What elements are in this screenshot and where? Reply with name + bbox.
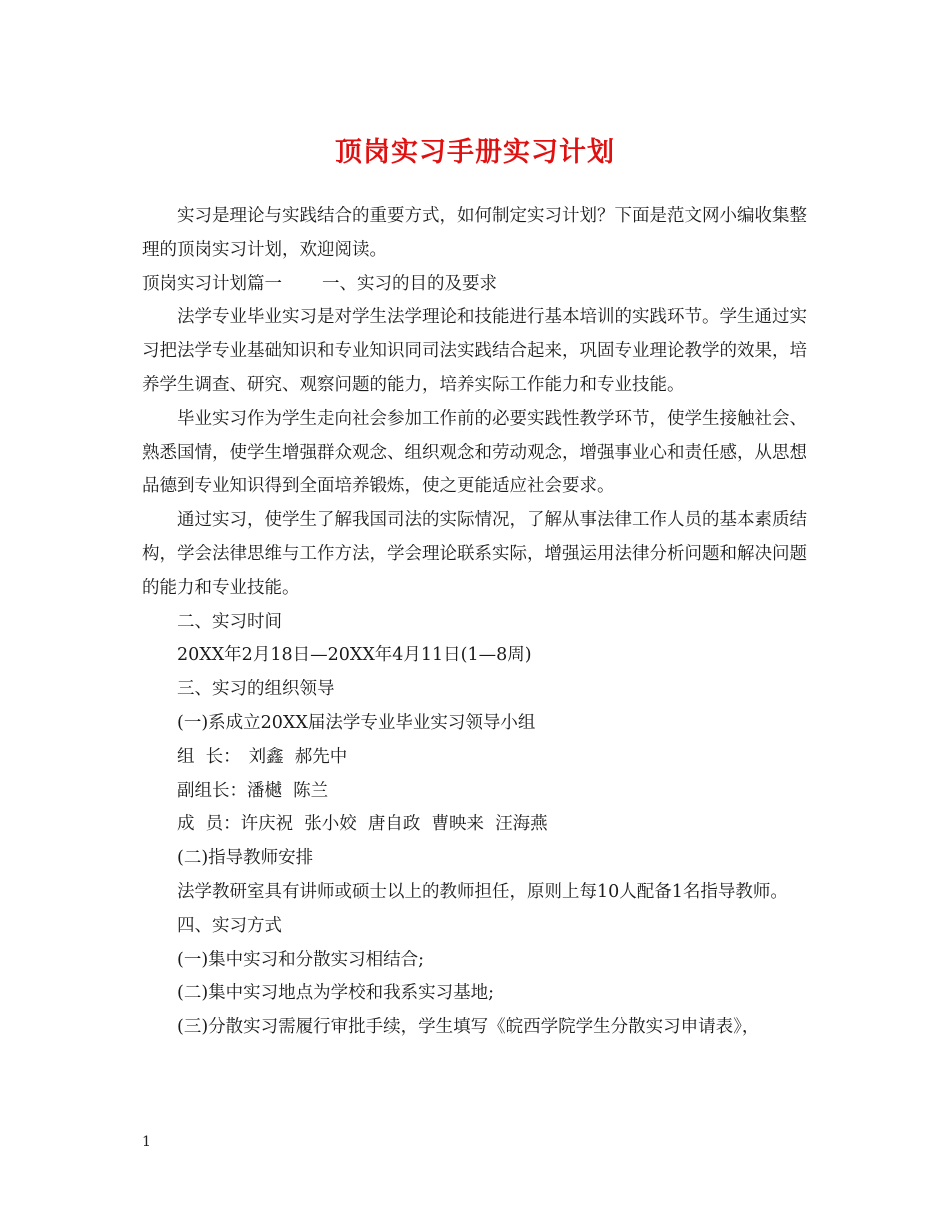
page-title: 顶岗实习手册实习计划 (335, 137, 615, 168)
org-subsection-1: (一)系成立20XX届法学专业毕业实习领导小组 (177, 712, 536, 733)
time-range: 20XX年2月18日—20XX年4月11日(1—8周) (177, 645, 532, 666)
mode-item-1: (一)集中实习和分散实习相结合; (177, 949, 425, 970)
members-label: 成 员： (177, 814, 241, 835)
mode-item-2: (二)集中实习地点为学校和我系实习基地; (177, 983, 495, 1004)
leader-names: 刘鑫 郝先中 (248, 746, 348, 767)
section-1-heading: 一、实习的目的及要求 (322, 273, 497, 294)
page-number: 1 (142, 1134, 151, 1150)
document-body (142, 200, 814, 1045)
section-2-heading: 二、实习时间 (177, 611, 282, 632)
members-line (142, 808, 814, 842)
section-1-line (142, 268, 814, 302)
section-4-heading: 四、实习方式 (177, 915, 282, 936)
teacher-paragraph: 法学教研室具有讲师或硕士以上的教师担任，原则上每10人配备1名指导教师。 (177, 881, 788, 902)
paragraph-3: 通过实习，使学生了解我国司法的实际情况，了解从事法律工作人员的基本素质结构，学会法律思维与工作方法，学会理论联系实际，增强运用法律分析问题和解决问题的能力和专业技能。 (142, 510, 807, 598)
article-label: 顶岗实习计划篇一 (142, 273, 282, 294)
members-names: 许庆祝 张小姣 唐自政 曹映来 汪海燕 (240, 814, 548, 835)
leader-line (142, 741, 814, 775)
paragraph-2: 毕业实习作为学生走向社会参加工作前的必要实践性教学环节，使学生接触社会、熟悉国情，使学生增强群众观念、组织观念和劳动观念，增强事业心和责任感，从思想品德到专业知识得到全面培养锻炼，使之更能适应社会要求。 (142, 408, 807, 497)
leader-label: 组 长： (177, 746, 241, 767)
vice-leader-label: 副组长： (177, 780, 247, 801)
section-3-heading: 三、实习的组织领导 (177, 679, 335, 700)
vice-leader-names: 潘樾 陈兰 (247, 780, 329, 801)
org-subsection-2: (二)指导教师安排 (177, 848, 314, 869)
vice-leader-line (142, 775, 814, 809)
paragraph-1: 法学专业毕业实习是对学生法学理论和技能进行基本培训的实践环节。学生通过实习把法学专业基础知识和专业知识同司法实践结合起来，巩固专业理论教学的效果，培养学生调查、研究、观察问题的能力，培养实际工作能力和专业技能。 (142, 307, 807, 395)
mode-item-3: (三)分散实习需履行审批手续，学生填写《皖西学院学生分散实习申请表》， (177, 1017, 760, 1038)
intro-paragraph: 实习是理论与实践结合的重要方式，如何制定实习计划？下面是范文网小编收集整理的顶岗实习计划，欢迎阅读。 (142, 206, 807, 260)
